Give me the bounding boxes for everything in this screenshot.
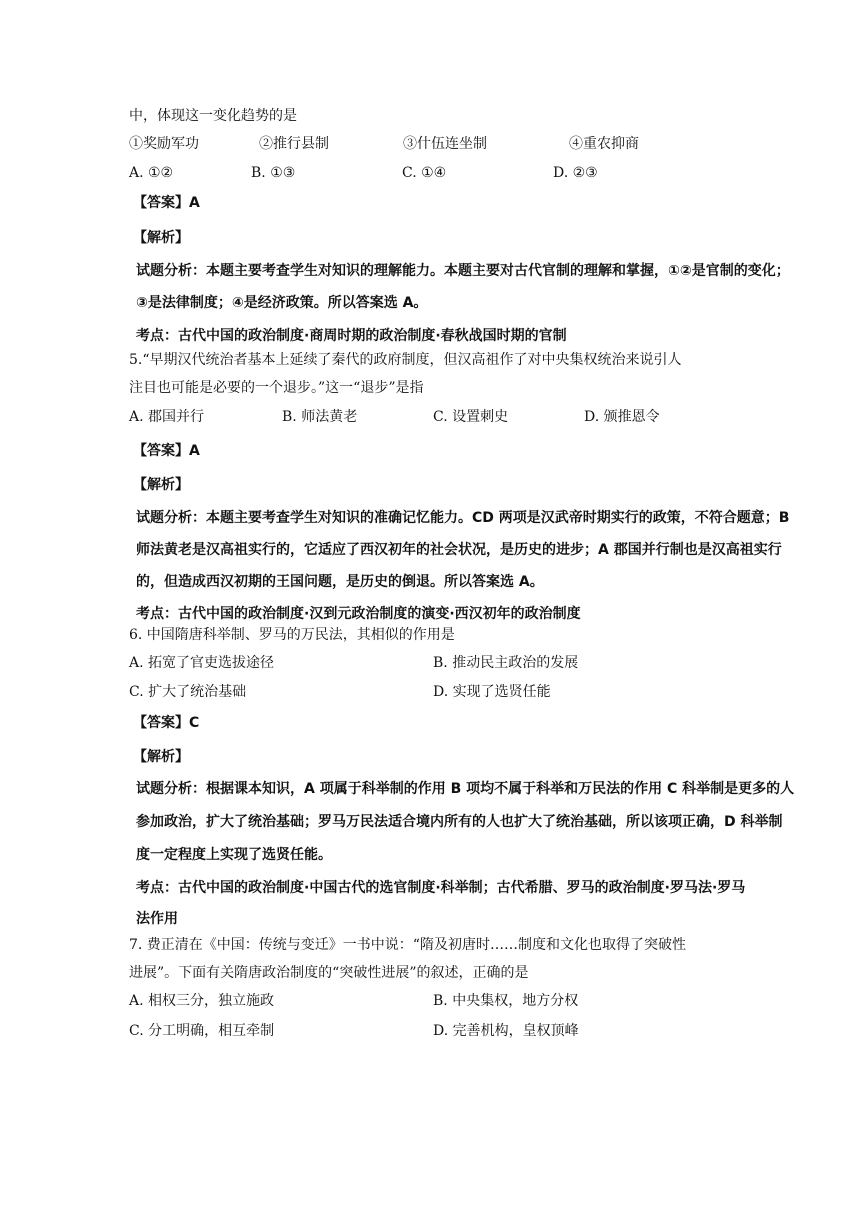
q6-analysis-line-1: 试题分析：根据课本知识，A 项属于科举制的作用 B 项均不属于科举和万民法的作用 C 科举制是更多的人 (136, 781, 795, 797)
q4-item-2: ②推行县制 (259, 136, 329, 152)
q4-option-b: B. ①③ (251, 165, 296, 181)
q4-option-c: C. ①④ (402, 165, 447, 181)
q4-option-a: A. ①② (129, 165, 174, 181)
q4-item-4: ④重农抑商 (569, 136, 639, 152)
q5-option-c: C. 设置刺史 (433, 409, 509, 425)
q6-kaodian-line-2: 法作用 (136, 911, 178, 927)
q4-item-3: ③什伍连坐制 (403, 136, 487, 152)
q7-stem-line-1: 7. 费正清在《中国：传统与变迁》一书中说：“隋及初唐时……制度和文化也取得了突破性 (129, 937, 686, 953)
q4-item-1: ①奖励军功 (129, 136, 199, 152)
q6-analysis-label: 【解析】 (133, 749, 189, 765)
q5-option-a: A. 郡国并行 (129, 409, 205, 425)
q5-stem-line-2: 注目也可能是必要的一个退步。”这一“退步”是指 (129, 380, 424, 396)
q6-stem: 6. 中国隋唐科举制、罗马的万民法，其相似的作用是 (129, 627, 455, 643)
q6-kaodian-line-1: 考点：古代中国的政治制度·中国古代的选官制度·科举制；古代希腊、罗马的政治制度·罗马法·罗马 (136, 880, 746, 896)
q5-answer: 【答案】A (133, 443, 200, 459)
q5-analysis-line-2: 师法黄老是汉高祖实行的，它适应了西汉初年的社会状况，是历史的进步；A 郡国并行制也是汉高祖实行 (136, 542, 782, 558)
q6-option-a: A. 拓宽了官吏选拔途径 (129, 655, 275, 671)
q7-stem-line-2: 进展”。下面有关隋唐政治制度的“突破性进展”的叙述，正确的是 (129, 965, 529, 981)
q4-analysis-line-2: ③是法律制度；④是经济政策。所以答案选 A。 (136, 295, 428, 311)
q5-option-b: B. 师法黄老 (282, 409, 358, 425)
q7-option-c: C. 分工明确，相互牵制 (129, 1023, 275, 1039)
q6-option-c: C. 扩大了统治基础 (129, 684, 247, 700)
q5-kaodian: 考点：古代中国的政治制度·汉到元政治制度的演变·西汉初年的政治制度 (136, 606, 581, 622)
q4-kaodian: 考点：古代中国的政治制度·商周时期的政治制度·春秋战国时期的官制 (136, 328, 567, 344)
q6-option-b: B. 推动民主政治的发展 (433, 655, 579, 671)
q5-stem-line-1: 5.“早期汉代统治者基本上延续了秦代的政府制度，但汉高祖作了对中央集权统治来说引人 (129, 352, 682, 368)
q5-analysis-line-3: 的，但造成西汉初期的王国问题，是历史的倒退。所以答案选 A。 (136, 574, 544, 590)
q6-option-d: D. 实现了选贤任能 (433, 684, 551, 700)
q7-option-a: A. 相权三分，独立施政 (129, 993, 275, 1009)
q5-analysis-label: 【解析】 (133, 477, 189, 493)
q4-analysis-line-1: 试题分析：本题主要考查学生对知识的理解能力。本题主要对古代官制的理解和掌握，①②是官制的变化； (136, 263, 790, 279)
q4-option-d: D. ②③ (553, 165, 598, 181)
q6-answer: 【答案】C (133, 715, 200, 731)
q6-analysis-line-3: 度一定程度上实现了选贤任能。 (136, 847, 332, 863)
q4-stem-tail: 中，体现这一变化趋势的是 (129, 108, 297, 124)
q7-option-b: B. 中央集权，地方分权 (433, 993, 579, 1009)
q5-analysis-line-1: 试题分析：本题主要考查学生对知识的准确记忆能力。CD 两项是汉武帝时期实行的政策，不符合题意；B (136, 510, 790, 526)
q5-option-d: D. 颁推恩令 (584, 409, 660, 425)
q4-analysis-label: 【解析】 (133, 230, 189, 246)
q4-answer: 【答案】A (133, 195, 200, 211)
q7-option-d: D. 完善机构，皇权顶峰 (433, 1023, 579, 1039)
q6-analysis-line-2: 参加政治，扩大了统治基础；罗马万民法适合境内所有的人也扩大了统治基础，所以该项正确，D 科举制 (136, 814, 783, 830)
